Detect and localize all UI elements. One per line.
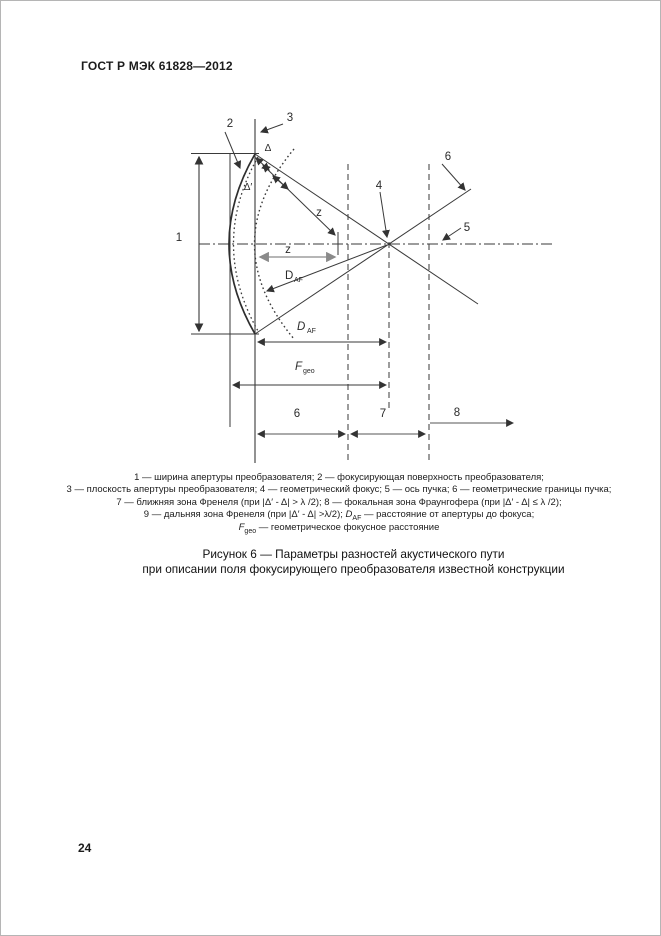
figure-title-line-2: при описании поля фокусирующего преобразователя известной конструкции: [142, 561, 565, 576]
callout-4-label: 4: [375, 180, 383, 192]
zone-7-label: 7: [379, 408, 387, 420]
daf-upper-subscript: AF: [294, 277, 303, 284]
z-oblique-symbol: z: [316, 207, 322, 219]
pointer-2-arrow: [225, 132, 240, 168]
z-axial-symbol: z: [285, 244, 291, 256]
daf-caption-subscript: AF: [352, 515, 362, 523]
page-number: 24: [78, 841, 92, 855]
callout-6-top-label: 6: [444, 151, 452, 163]
legend-line-4-tail: — расстояние от апертуры до фокуса;: [361, 509, 535, 521]
fgeo-subscript: geo: [303, 368, 315, 375]
fgeo-caption-symbol: F: [238, 521, 245, 533]
fgeo-caption-subscript: geo: [244, 527, 257, 535]
callout-2-label: 2: [226, 118, 234, 130]
pointer-3-arrow: [261, 124, 283, 132]
pointer-6-arrow: [442, 164, 465, 190]
callout-3-label: 3: [286, 112, 294, 124]
figure-title-line-1: Рисунок 6 — Параметры разностей акустического пути: [202, 547, 505, 561]
delta-prime-arrow: [273, 176, 288, 189]
legend-line-5: [34, 522, 644, 534]
daf-lower-subscript: AF: [307, 328, 316, 335]
standard-code-header: ГОСТ Р МЭК 61828—2012: [81, 59, 233, 73]
legend-line-1: 1 — ширина апертуры преобразователя; 2 — фокусирующая поверхность преобразователя;: [134, 472, 544, 483]
fgeo-symbol: F: [295, 361, 303, 373]
daf-caption-symbol: D: [345, 509, 353, 521]
delta-prime-symbol: Δ′: [243, 182, 253, 193]
pointer-5-arrow: [443, 228, 461, 240]
callout-1-label: 1: [175, 232, 183, 244]
beam-boundary-lower-edge-line: [255, 189, 471, 334]
figure-title: [46, 547, 661, 576]
figure-diagram: [1, 1, 661, 936]
delta-symbol: Δ: [264, 143, 272, 154]
zone-8-label: 8: [453, 407, 461, 419]
legend-line-4-text: 9 — дальняя зона Френеля (при |Δ′ - Δ| >λ/2);: [143, 509, 346, 521]
callout-5-label: 5: [463, 222, 471, 234]
legend-line-3: 7 — ближняя зона Френеля (при |Δ′ - Δ| > λ /2); 8 — фокальная зона Фраунгофера (при |Δ′ - Δ| ≤ λ /2);: [116, 496, 562, 508]
figure-legend: [34, 472, 644, 534]
daf-lower-symbol: D: [297, 321, 306, 333]
legend-line-2: 3 — плоскость апертуры преобразователя; 4 — геометрический фокус; 5 — ось пучка; 6 — геометрические границы пучка;: [66, 484, 612, 496]
delta-arrow: [256, 158, 269, 170]
daf-upper-symbol: D: [285, 270, 294, 282]
legend-line-4: [34, 509, 644, 521]
pointer-4-arrow: [380, 192, 387, 237]
zone-6-label: 6: [293, 408, 301, 420]
legend-line-5-tail: — геометрическое фокусное расстояние: [256, 521, 440, 533]
